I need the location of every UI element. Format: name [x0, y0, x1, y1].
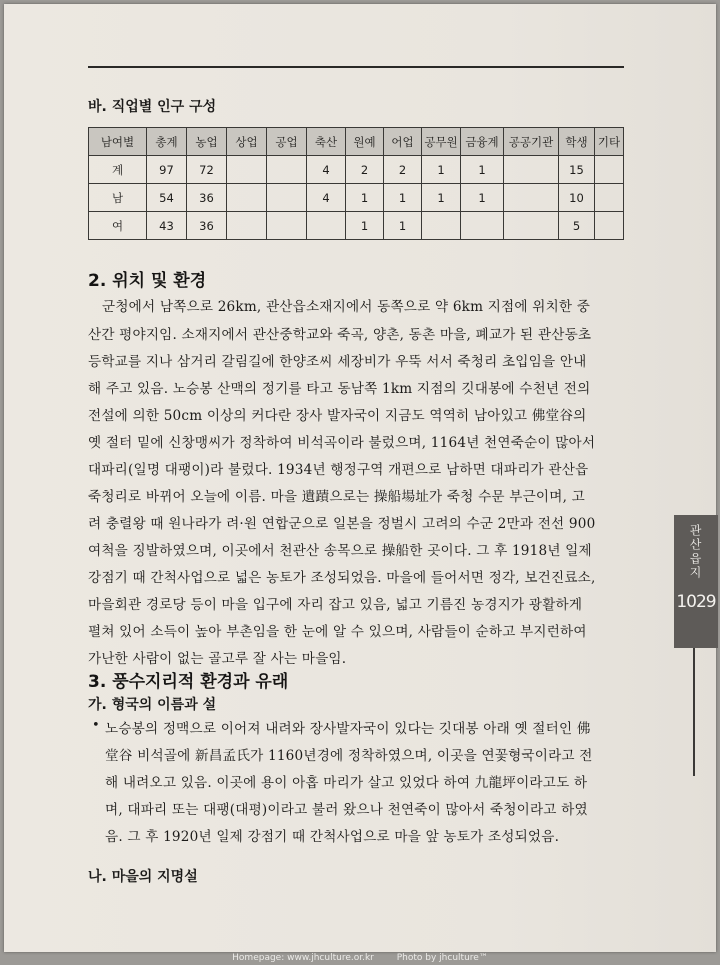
table-cell	[504, 212, 559, 240]
table-cell: 1	[346, 212, 384, 240]
table-cell: 1	[461, 184, 504, 212]
table-cell	[267, 184, 307, 212]
location-heading: 2. 위치 및 환경	[88, 271, 207, 291]
header-cell: 어업	[384, 128, 422, 156]
placename-heading: 나. 마을의 지명설	[88, 869, 198, 885]
table-cell: 2	[384, 156, 422, 184]
body-line: 죽청리로 바뀌어 오늘에 이름. 마을 遺蹟으로는 操船場址가 죽청 수문 부근이며, 고	[88, 489, 585, 505]
body-line: 옛 절터 밑에 신창맹씨가 정착하여 비석곡이라 불렀으며, 1164년 천연죽순이 많아서	[88, 435, 596, 451]
table-cell: 36	[187, 184, 227, 212]
chapter-title: 관산읍지	[688, 524, 702, 580]
header-cell: 금융계	[461, 128, 504, 156]
table-cell: 계	[89, 156, 147, 184]
table-cell	[227, 184, 267, 212]
table-cell: 72	[187, 156, 227, 184]
table-cell	[595, 184, 624, 212]
homepage-credit: Homepage: www.jhculture.or.kr	[232, 953, 374, 963]
table-cell: 36	[187, 212, 227, 240]
table-cell: 4	[307, 156, 346, 184]
body-line: 가난한 사람이 없는 골고루 잘 사는 마을임.	[88, 651, 347, 667]
fengshui-subheading: 가. 형국의 이름과 설	[88, 697, 217, 713]
body-line: 해 내려오고 있음. 이곳에 용이 아홉 마리가 살고 있었다 하여 九龍坪이라고도 하	[105, 775, 588, 791]
occupation-table	[88, 127, 624, 240]
fengshui-heading: 3. 풍수지리적 환경과 유래	[88, 672, 289, 692]
table-cell	[504, 156, 559, 184]
table-cell	[595, 156, 624, 184]
table-cell	[595, 212, 624, 240]
header-cell: 총계	[147, 128, 187, 156]
table-cell	[461, 212, 504, 240]
header-cell: 축산	[307, 128, 346, 156]
table-cell: 15	[559, 156, 595, 184]
table-cell: 4	[307, 184, 346, 212]
header-cell: 상업	[227, 128, 267, 156]
table-cell	[227, 156, 267, 184]
occupation-heading: 바. 직업별 인구 구성	[88, 99, 217, 115]
table-cell: 97	[147, 156, 187, 184]
body-line: 음. 그 후 1920년 일제 강점기 때 간척사업으로 마을 앞 농토가 조성되었음.	[105, 829, 560, 845]
body-line: 전설에 의한 50cm 이상의 커다란 장사 발자국이 지금도 역역히 남아있고 佛堂谷의	[88, 408, 587, 424]
body-line: 며, 대파리 또는 대팽(대평)이라고 불러 왔으나 천연죽이 많아서 죽청이라고 하였	[105, 802, 588, 818]
body-line: 여척을 징발하였으며, 이곳에서 천관산 송목으로 操船한 곳이다. 그 후 1918년 일제	[88, 543, 592, 559]
table-cell: 1	[422, 184, 461, 212]
table-row	[89, 184, 624, 212]
table-cell	[504, 184, 559, 212]
table-cell: 1	[346, 184, 384, 212]
table-cell	[422, 212, 461, 240]
body-line: 마을회관 경로당 등이 마을 입구에 자리 잡고 있음, 넓고 기름진 농경지가 광활하게	[88, 597, 583, 613]
header-cell: 남여별	[89, 128, 147, 156]
photographer-credit: Photo by jhculture™	[396, 953, 488, 963]
body-line: 노승봉의 정맥으로 이어져 내려와 장사발자국이 있다는 깃대봉 아래 옛 절터인 佛	[105, 721, 591, 737]
body-line: 堂谷 비석골에 新昌孟氏가 1160년경에 정착하였으며, 이곳을 연꽃형국이라고 전	[105, 748, 593, 764]
body-line: 해 주고 있음. 노승봉 산맥의 정기를 타고 동남쪽 1km 지점의 깃대봉에 수천년 전의	[88, 381, 591, 397]
table-cell	[267, 212, 307, 240]
table-cell	[307, 212, 346, 240]
table-cell	[267, 156, 307, 184]
table-cell: 1	[384, 184, 422, 212]
margin-rule	[693, 648, 695, 776]
table-cell: 1	[422, 156, 461, 184]
table-row	[89, 212, 624, 240]
table-cell: 5	[559, 212, 595, 240]
body-line: 군청에서 남쪽으로 26km, 관산읍소재지에서 동쪽으로 약 6km 지점에 위치한 중	[102, 299, 591, 315]
bullet-marker: •	[92, 718, 100, 733]
header-cell: 학생	[559, 128, 595, 156]
top-rule	[88, 66, 624, 68]
body-line: 펼쳐 있어 소득이 높아 부촌임을 한 눈에 알 수 있으며, 사람들이 순하고 부지런하여	[88, 624, 587, 640]
body-line: 등학교를 지나 삼거리 갈림길에 한양조씨 세장비가 우뚝 서서 죽청리 초입임을 안내	[88, 354, 587, 370]
header-cell: 공무원	[422, 128, 461, 156]
table-cell: 남	[89, 184, 147, 212]
table-cell: 2	[346, 156, 384, 184]
photo-credit	[0, 953, 720, 963]
table-cell: 1	[384, 212, 422, 240]
table-header-row	[89, 128, 624, 156]
header-cell: 공공기관	[504, 128, 559, 156]
table-cell: 여	[89, 212, 147, 240]
header-cell: 기타	[595, 128, 624, 156]
table-cell: 43	[147, 212, 187, 240]
body-line: 려 충렬왕 때 원나라가 려·원 연합군으로 일본을 정벌시 고려의 수군 2만과 전선 900	[88, 516, 596, 532]
body-line: 산간 평야지임. 소재지에서 관산중학교와 죽곡, 양촌, 동촌 마을, 폐교가 된 관산동초	[88, 327, 592, 343]
table-cell: 54	[147, 184, 187, 212]
table-cell: 10	[559, 184, 595, 212]
header-cell: 원예	[346, 128, 384, 156]
table-row	[89, 156, 624, 184]
page-number: 1029	[676, 592, 716, 612]
body-line: 대파리(일명 대팽이)라 불렀다. 1934년 행정구역 개편으로 남하면 대파리가 관산읍	[88, 462, 589, 478]
header-cell: 농업	[187, 128, 227, 156]
body-line: 강점기 때 간척사업으로 넓은 농토가 조성되었음. 마을에 들어서면 정각, 보건진료소,	[88, 570, 596, 586]
header-cell: 공업	[267, 128, 307, 156]
table-cell	[227, 212, 267, 240]
table-cell: 1	[461, 156, 504, 184]
